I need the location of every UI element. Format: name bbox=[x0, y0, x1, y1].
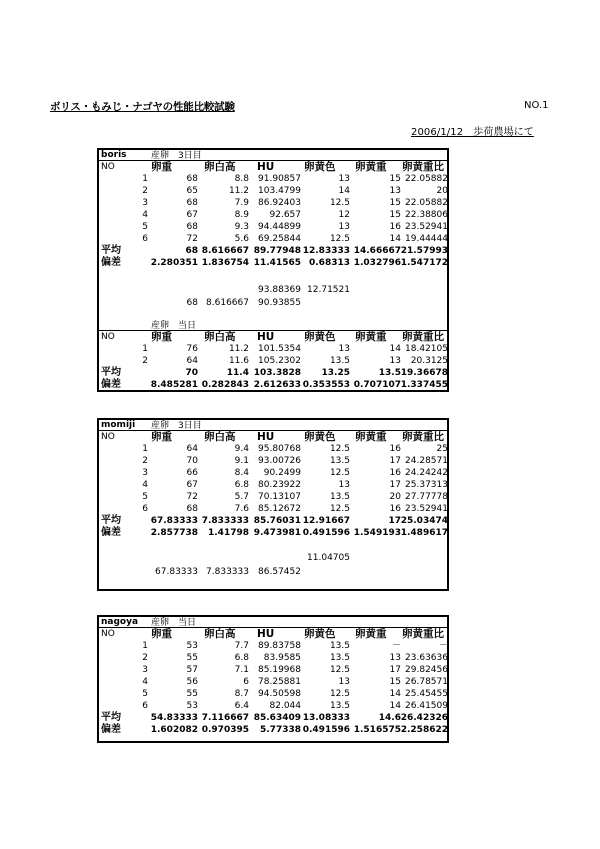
column-header: 卵白高 bbox=[204, 331, 236, 343]
data-cell: 19.44444 bbox=[405, 234, 448, 244]
row-number: 6 bbox=[142, 701, 148, 711]
average-cell: 14.66667 bbox=[353, 246, 401, 256]
block-caption: 産卵 当日 bbox=[151, 321, 197, 331]
data-cell: 16 bbox=[389, 222, 401, 232]
deviation-cell: 1.549193 bbox=[353, 528, 401, 538]
row-number: 5 bbox=[142, 689, 148, 699]
deviation-cell: 1.836754 bbox=[201, 258, 249, 268]
data-cell: 101.5354 bbox=[258, 344, 301, 354]
data-cell: 15 bbox=[389, 198, 401, 208]
data-cell: 64 bbox=[186, 356, 198, 366]
row-number: 1 bbox=[142, 174, 148, 184]
data-cell: 70 bbox=[186, 456, 198, 466]
average-cell: 103.3828 bbox=[253, 368, 301, 378]
average-label: 平均 bbox=[101, 712, 121, 723]
average-cell: 12.91667 bbox=[302, 516, 350, 526]
data-cell: 14 bbox=[338, 186, 350, 196]
data-cell: 9.1 bbox=[234, 456, 249, 466]
data-cell: 89.83758 bbox=[258, 641, 301, 651]
deviation-cell: 1.547172 bbox=[400, 258, 448, 268]
column-header: 卵黄重 bbox=[355, 628, 387, 640]
extra-weight: 68 bbox=[186, 298, 198, 308]
deviation-cell: 8.485281 bbox=[150, 380, 198, 390]
data-cell: 17 bbox=[389, 456, 401, 466]
data-cell: 105.2302 bbox=[258, 356, 301, 366]
deviation-cell: 0.353553 bbox=[302, 380, 350, 390]
row-number: 4 bbox=[142, 210, 148, 220]
data-cell: 13.5 bbox=[329, 641, 350, 651]
deviation-cell: 1.489617 bbox=[400, 528, 448, 538]
animal-name: momiji bbox=[101, 420, 136, 430]
data-cell: 16 bbox=[389, 468, 401, 478]
data-cell: 67 bbox=[186, 210, 198, 220]
data-cell: 13 bbox=[338, 174, 350, 184]
average-label: 平均 bbox=[101, 367, 121, 378]
block-caption: 産卵 3日目 bbox=[151, 151, 202, 161]
average-cell: 85.63409 bbox=[253, 713, 301, 723]
data-cell: 13 bbox=[389, 653, 401, 663]
data-cell: 67 bbox=[186, 480, 198, 490]
average-cell: 25.03474 bbox=[400, 516, 448, 526]
no-label: NO bbox=[101, 629, 115, 639]
column-header: 卵黄色 bbox=[304, 331, 336, 343]
data-cell: 68 bbox=[186, 174, 198, 184]
data-cell: 13 bbox=[338, 222, 350, 232]
deviation-cell: 11.41565 bbox=[253, 258, 301, 268]
extra-yolk-color: 11.04705 bbox=[307, 553, 350, 563]
row-number: 3 bbox=[142, 468, 148, 478]
data-cell: 72 bbox=[186, 234, 198, 244]
data-cell: 7.1 bbox=[234, 665, 249, 675]
column-header: 卵重 bbox=[151, 161, 172, 173]
data-cell: 20 bbox=[436, 186, 448, 196]
row-number: 1 bbox=[142, 344, 148, 354]
row-number: 2 bbox=[142, 186, 148, 196]
data-cell: 90.2499 bbox=[263, 468, 301, 478]
data-cell: 65 bbox=[186, 186, 198, 196]
column-header: 卵黄重比 bbox=[402, 161, 444, 173]
row-divider bbox=[99, 430, 449, 431]
column-header: 卵黄重比 bbox=[402, 628, 444, 640]
data-cell: 17 bbox=[389, 665, 401, 675]
data-cell: 12.5 bbox=[329, 468, 350, 478]
data-cell: 15 bbox=[389, 677, 401, 687]
data-cell: 53 bbox=[186, 701, 198, 711]
data-cell: 5.7 bbox=[234, 492, 249, 502]
column-header: HU bbox=[257, 628, 275, 640]
data-cell: 82.044 bbox=[269, 701, 301, 711]
data-cell: 57 bbox=[186, 665, 198, 675]
deviation-cell: 0.707107 bbox=[353, 380, 401, 390]
data-cell: 56 bbox=[186, 677, 198, 687]
data-cell: 68 bbox=[186, 222, 198, 232]
data-cell: 86.92403 bbox=[258, 198, 301, 208]
data-cell: － bbox=[438, 641, 448, 651]
row-number: 5 bbox=[142, 222, 148, 232]
average-cell: 54.83333 bbox=[150, 713, 198, 723]
data-cell: 24.28571 bbox=[405, 456, 448, 466]
data-cell: 12.5 bbox=[329, 689, 350, 699]
row-number: 2 bbox=[142, 356, 148, 366]
data-cell: 13 bbox=[338, 480, 350, 490]
deviation-cell: 2.612633 bbox=[253, 380, 301, 390]
data-cell: 12.5 bbox=[329, 504, 350, 514]
column-header: 卵白高 bbox=[204, 628, 236, 640]
average-cell: 26.42326 bbox=[400, 713, 448, 723]
data-cell: 70.13107 bbox=[258, 492, 301, 502]
data-cell: 29.82456 bbox=[405, 665, 448, 675]
data-cell: 72 bbox=[186, 492, 198, 502]
column-header: 卵黄重比 bbox=[402, 431, 444, 443]
data-cell: 55 bbox=[186, 653, 198, 663]
data-cell: 12.5 bbox=[329, 665, 350, 675]
deviation-cell: 5.77338 bbox=[260, 725, 301, 735]
data-cell: 103.4799 bbox=[258, 186, 301, 196]
data-cell: 23.63636 bbox=[405, 653, 448, 663]
data-cell: 16 bbox=[389, 444, 401, 454]
data-cell: 69.25844 bbox=[258, 234, 301, 244]
animal-name: boris bbox=[101, 150, 127, 160]
row-number: 1 bbox=[142, 444, 148, 454]
data-cell: 66 bbox=[186, 468, 198, 478]
data-cell: 7.6 bbox=[234, 504, 249, 514]
data-cell: 20 bbox=[389, 492, 401, 502]
deviation-cell: 1.41798 bbox=[208, 528, 249, 538]
extra-hu: 93.88369 bbox=[258, 285, 301, 295]
data-cell: 26.41509 bbox=[405, 701, 448, 711]
deviation-cell: 0.282843 bbox=[201, 380, 249, 390]
data-cell: 17 bbox=[389, 480, 401, 490]
data-cell: 85.12672 bbox=[258, 504, 301, 514]
deviation-cell: 2.258622 bbox=[400, 725, 448, 735]
data-cell: 13.5 bbox=[329, 356, 350, 366]
data-cell: 92.657 bbox=[269, 210, 301, 220]
data-cell: 18.42105 bbox=[405, 344, 448, 354]
extra-albumen: 7.833333 bbox=[206, 567, 249, 577]
data-cell: 13.5 bbox=[329, 653, 350, 663]
data-cell: 78.25881 bbox=[258, 677, 301, 687]
deviation-label: 偏差 bbox=[101, 527, 121, 538]
data-cell: 5.6 bbox=[234, 234, 249, 244]
animal-name: nagoya bbox=[101, 617, 139, 627]
data-cell: 8.4 bbox=[234, 468, 249, 478]
data-cell: 76 bbox=[186, 344, 198, 354]
deviation-cell: 2.280351 bbox=[150, 258, 198, 268]
data-cell: 20.3125 bbox=[410, 356, 448, 366]
data-cell: 14 bbox=[389, 689, 401, 699]
data-cell: 25 bbox=[436, 444, 448, 454]
data-cell: 11.2 bbox=[228, 186, 249, 196]
data-cell: 25.45455 bbox=[405, 689, 448, 699]
average-cell: 19.36678 bbox=[400, 368, 448, 378]
nagoya-table bbox=[97, 615, 449, 743]
deviation-cell: 2.857738 bbox=[150, 528, 198, 538]
data-cell: 12.5 bbox=[329, 234, 350, 244]
row-number: 1 bbox=[142, 641, 148, 651]
column-header: 卵黄色 bbox=[304, 628, 336, 640]
data-cell: － bbox=[391, 641, 401, 651]
date-place: 2006/1/12 歩荷農場にて bbox=[411, 127, 534, 138]
deviation-cell: 9.473981 bbox=[253, 528, 301, 538]
no-label: NO bbox=[101, 432, 115, 442]
data-cell: 12.5 bbox=[329, 198, 350, 208]
data-cell: 6.8 bbox=[234, 480, 249, 490]
column-header: 卵重 bbox=[151, 431, 172, 443]
deviation-label: 偏差 bbox=[101, 724, 121, 735]
deviation-label: 偏差 bbox=[101, 257, 121, 268]
average-cell: 13.08333 bbox=[302, 713, 350, 723]
average-cell: 13.25 bbox=[321, 368, 350, 378]
column-header: 卵白高 bbox=[204, 431, 236, 443]
deviation-cell: 1.032796 bbox=[353, 258, 401, 268]
data-cell: 12 bbox=[338, 210, 350, 220]
data-cell: 6 bbox=[243, 677, 249, 687]
row-number: 3 bbox=[142, 665, 148, 675]
column-header: 卵黄重 bbox=[355, 331, 387, 343]
average-cell: 70 bbox=[185, 368, 198, 378]
average-label: 平均 bbox=[101, 515, 121, 526]
data-cell: 68 bbox=[186, 504, 198, 514]
column-header: 卵白高 bbox=[204, 161, 236, 173]
data-cell: 8.9 bbox=[234, 210, 249, 220]
row-divider bbox=[99, 627, 449, 628]
row-divider bbox=[99, 160, 449, 161]
deviation-cell: 1.337455 bbox=[400, 380, 448, 390]
data-cell: 15 bbox=[389, 210, 401, 220]
average-cell: 8.616667 bbox=[201, 246, 249, 256]
extra-hu: 86.57452 bbox=[258, 567, 301, 577]
extra-albumen: 8.616667 bbox=[206, 298, 249, 308]
deviation-cell: 0.970395 bbox=[201, 725, 249, 735]
data-cell: 14 bbox=[389, 701, 401, 711]
data-cell: 13.5 bbox=[329, 701, 350, 711]
data-cell: 15 bbox=[389, 174, 401, 184]
data-cell: 24.24242 bbox=[405, 468, 448, 478]
no-label: NO bbox=[101, 332, 115, 342]
row-number: 3 bbox=[142, 198, 148, 208]
average-cell: 11.4 bbox=[226, 368, 249, 378]
page-number: NO.1 bbox=[524, 100, 549, 111]
average-cell: 7.833333 bbox=[201, 516, 249, 526]
data-cell: 83.9585 bbox=[263, 653, 301, 663]
data-cell: 14 bbox=[389, 344, 401, 354]
row-divider bbox=[99, 330, 449, 331]
extra-weight: 67.83333 bbox=[155, 567, 198, 577]
data-cell: 25.37313 bbox=[405, 480, 448, 490]
data-cell: 12.5 bbox=[329, 444, 350, 454]
column-header: HU bbox=[257, 431, 275, 443]
no-label: NO bbox=[101, 162, 115, 172]
data-cell: 13 bbox=[389, 356, 401, 366]
data-cell: 23.52941 bbox=[405, 504, 448, 514]
data-cell: 23.52941 bbox=[405, 222, 448, 232]
data-cell: 26.78571 bbox=[405, 677, 448, 687]
data-cell: 13.5 bbox=[329, 492, 350, 502]
data-cell: 80.23922 bbox=[258, 480, 301, 490]
data-cell: 94.44899 bbox=[258, 222, 301, 232]
average-cell: 12.83333 bbox=[302, 246, 350, 256]
block-caption: 産卵 3日目 bbox=[151, 421, 202, 431]
data-cell: 13 bbox=[338, 677, 350, 687]
deviation-cell: 1.602082 bbox=[150, 725, 198, 735]
extra-hu: 90.93855 bbox=[258, 298, 301, 308]
column-header: HU bbox=[257, 161, 275, 173]
deviation-cell: 1.516575 bbox=[353, 725, 401, 735]
average-cell: 14.6 bbox=[378, 713, 401, 723]
row-number: 4 bbox=[142, 677, 148, 687]
boris-table bbox=[97, 148, 449, 392]
data-cell: 22.38806 bbox=[405, 210, 448, 220]
data-cell: 7.9 bbox=[234, 198, 249, 208]
data-cell: 8.8 bbox=[234, 174, 249, 184]
deviation-cell: 0.68313 bbox=[309, 258, 350, 268]
column-header: 卵黄重 bbox=[355, 431, 387, 443]
data-cell: 55 bbox=[186, 689, 198, 699]
data-cell: 64 bbox=[186, 444, 198, 454]
document-title: ボリス・もみじ・ナゴヤの性能比較試験 bbox=[50, 101, 235, 113]
data-cell: 95.80768 bbox=[258, 444, 301, 454]
data-cell: 11.6 bbox=[228, 356, 249, 366]
data-cell: 7.7 bbox=[234, 641, 249, 651]
row-number: 5 bbox=[142, 492, 148, 502]
data-cell: 11.2 bbox=[228, 344, 249, 354]
deviation-cell: 0.491596 bbox=[302, 528, 350, 538]
average-cell: 17 bbox=[388, 516, 401, 526]
data-cell: 93.00726 bbox=[258, 456, 301, 466]
column-header: 卵黄重 bbox=[355, 161, 387, 173]
average-cell: 85.76031 bbox=[253, 516, 301, 526]
data-cell: 68 bbox=[186, 198, 198, 208]
row-number: 6 bbox=[142, 504, 148, 514]
column-header: 卵黄色 bbox=[304, 161, 336, 173]
data-cell: 8.7 bbox=[234, 689, 249, 699]
average-cell: 13.5 bbox=[378, 368, 401, 378]
average-cell: 21.57993 bbox=[400, 246, 448, 256]
deviation-cell: 0.491596 bbox=[302, 725, 350, 735]
column-header: 卵黄色 bbox=[304, 431, 336, 443]
column-header: 卵重 bbox=[151, 628, 172, 640]
data-cell: 53 bbox=[186, 641, 198, 651]
data-cell: 9.4 bbox=[234, 444, 249, 454]
column-header: 卵重 bbox=[151, 331, 172, 343]
data-cell: 14 bbox=[389, 234, 401, 244]
data-cell: 9.3 bbox=[234, 222, 249, 232]
row-number: 2 bbox=[142, 653, 148, 663]
row-number: 6 bbox=[142, 234, 148, 244]
block-caption: 産卵 当日 bbox=[151, 618, 197, 628]
row-number: 2 bbox=[142, 456, 148, 466]
extra-yolk-color: 12.71521 bbox=[307, 285, 350, 295]
data-cell: 27.77778 bbox=[405, 492, 448, 502]
average-label: 平均 bbox=[101, 245, 121, 256]
data-cell: 16 bbox=[389, 504, 401, 514]
row-number: 4 bbox=[142, 480, 148, 490]
column-header: 卵黄重比 bbox=[402, 331, 444, 343]
average-cell: 7.116667 bbox=[201, 713, 249, 723]
data-cell: 13 bbox=[338, 344, 350, 354]
average-cell: 68 bbox=[185, 246, 198, 256]
data-cell: 6.8 bbox=[234, 653, 249, 663]
data-cell: 13.5 bbox=[329, 456, 350, 466]
data-cell: 22.05882 bbox=[405, 198, 448, 208]
average-cell: 67.83333 bbox=[150, 516, 198, 526]
data-cell: 13 bbox=[389, 186, 401, 196]
data-cell: 22.05882 bbox=[405, 174, 448, 184]
data-cell: 85.19968 bbox=[258, 665, 301, 675]
average-cell: 89.77948 bbox=[253, 246, 301, 256]
data-cell: 91.90857 bbox=[258, 174, 301, 184]
data-cell: 6.4 bbox=[234, 701, 249, 711]
deviation-label: 偏差 bbox=[101, 379, 121, 390]
data-cell: 94.50598 bbox=[258, 689, 301, 699]
momiji-table bbox=[97, 418, 449, 591]
column-header: HU bbox=[257, 331, 275, 343]
